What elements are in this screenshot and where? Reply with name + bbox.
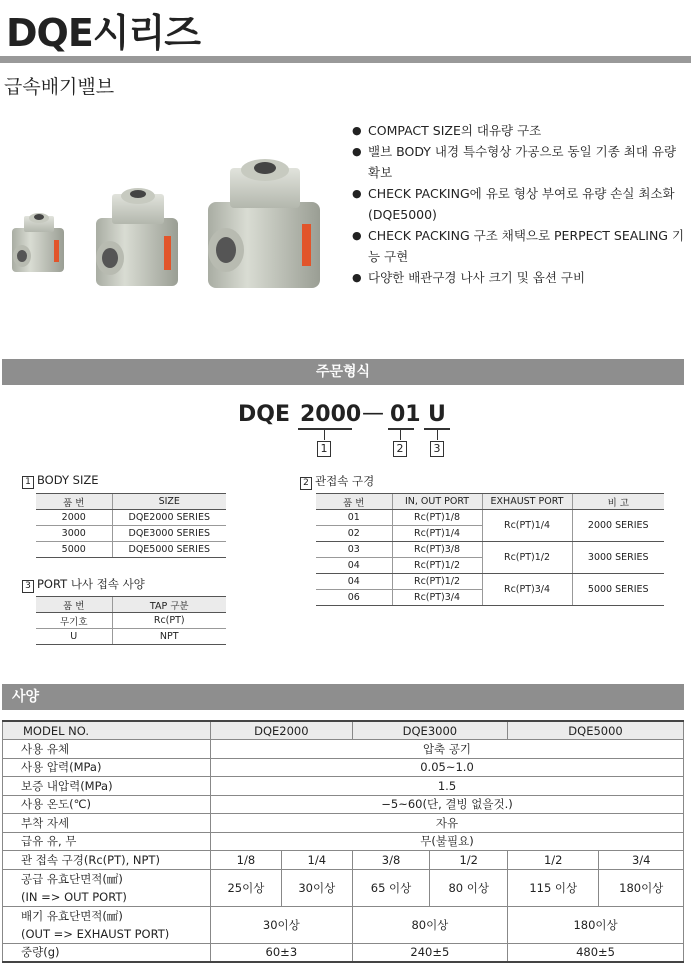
table-cell: 04 [316,574,392,590]
port-thread-heading-text: PORT 나사 접속 사양 [37,577,145,591]
table-header: IN, OUT PORT [392,494,482,510]
table-row [316,542,664,558]
title-divider [0,56,691,63]
spec-label-line: 공급 유효단면적(㎟) [21,871,123,886]
table-cell: 30이상 [281,869,352,906]
port-thread-table [36,596,226,645]
port-thread-heading [22,576,145,593]
table-cell: 25이상 [211,869,282,906]
page-title: DQE시리즈 [6,11,200,55]
table-cell: DQE2000 [211,721,353,740]
spec-label: MODEL NO. [3,721,211,740]
table-row [3,869,684,906]
spec-label: 관 접속 구경(Rc(PT), NPT) [3,851,211,870]
table-cell: Rc(PT)1/4 [482,510,572,542]
body-size-num: 1 [22,476,34,489]
valve-small [12,213,64,272]
code-underline-1 [298,428,352,430]
feature-item: ● CHECK PACKING 구조 채택으로 PERPECT SEALING 기능 구현 [352,225,687,267]
spec-label: 사용 유체 [3,740,211,759]
table-cell: Rc(PT)3/4 [392,590,482,606]
body-size-table [36,493,226,558]
table-cell: 2000 SERIES [572,510,664,542]
pipe-size-num: 2 [300,477,312,490]
table-cell: Rc(PT)1/8 [392,510,482,526]
code-dash: — [362,401,384,426]
code-box-1: 1 [317,441,331,457]
table-cell: 60±3 [211,943,353,962]
table-row [3,851,684,870]
table-cell: 3/4 [599,851,684,870]
spec-label: 급유 유, 무 [3,832,211,851]
table-row [316,574,664,590]
table-cell: DQE5000 SERIES [112,542,226,558]
table-cell: 0.05~1.0 [211,758,684,777]
feature-list [352,120,687,288]
table-cell: 80 이상 [430,869,508,906]
table-cell: 06 [316,590,392,606]
table-cell: 3/8 [352,851,430,870]
body-size-heading-text: BODY SIZE [37,473,99,487]
spec-label [3,869,211,906]
order-section-header: 주문형식 [2,359,684,385]
pipe-size-table [316,493,664,606]
table-cell: 65 이상 [352,869,430,906]
table-cell: 1/4 [281,851,352,870]
table-cell: Rc(PT)1/2 [392,574,482,590]
table-cell: DQE2000 SERIES [112,510,226,526]
table-cell: 무기호 [36,613,112,629]
code-part-size: 2000 [300,402,362,427]
port-thread-num: 3 [22,580,34,593]
table-cell: DQE3000 SERIES [112,526,226,542]
table-cell: NPT [112,629,226,645]
code-tick-3 [437,428,438,440]
code-underline-2 [388,428,414,430]
pipe-size-heading-text: 관접속 구경 [315,474,375,488]
spec-label-line: 배기 유효단면적(㎟) [21,908,123,923]
table-header: 비 고 [572,494,664,510]
table-cell: Rc(PT)1/2 [392,558,482,574]
table-cell: −5~60(단, 결빙 없을것.) [211,795,684,814]
feature-item: ● CHECK PACKING에 유로 형상 부여로 유량 손실 최소화 (DQE5000) [352,183,687,225]
table-row [3,814,684,833]
table-cell: DQE5000 [508,721,684,740]
spec-label: 보증 내압력(MPa) [3,777,211,796]
table-cell: 1.5 [211,777,684,796]
table-cell: 01 [316,510,392,526]
table-row [3,721,684,740]
table-cell: 무(불필요) [211,832,684,851]
spec-label: 사용 압력(MPa) [3,758,211,777]
table-header: 품 번 [36,494,112,510]
table-cell: 1/2 [430,851,508,870]
table-row [36,542,226,558]
table-cell: U [36,629,112,645]
table-cell: 3000 SERIES [572,542,664,574]
table-cell: 1/2 [508,851,599,870]
spec-label-line: (OUT => EXHAUST PORT) [21,926,170,941]
body-size-heading [22,473,98,489]
table-cell: 02 [316,526,392,542]
table-header: 품 번 [316,494,392,510]
spec-label-line: (IN => OUT PORT) [21,889,127,904]
table-header: 품 번 [36,597,112,613]
spec-label [3,906,211,943]
feature-item: ● COMPACT SIZE의 대유량 구조 [352,120,687,141]
table-cell: 03 [316,542,392,558]
valve-large [208,159,320,288]
table-cell: 30이상 [211,906,353,943]
code-tick-2 [400,428,401,440]
spec-table [2,720,684,963]
table-header: SIZE [112,494,226,510]
spec-section-header: 사양 [2,684,684,710]
table-row [36,526,226,542]
table-header: EXHAUST PORT [482,494,572,510]
feature-item: ● 다양한 배관구경 나사 크기 및 옵션 구비 [352,267,687,288]
table-cell: 2000 [36,510,112,526]
table-row [3,832,684,851]
pipe-size-heading [300,473,374,490]
table-cell: 04 [316,558,392,574]
code-box-3: 3 [430,441,444,457]
table-cell: 5000 [36,542,112,558]
code-tick-1 [324,428,325,440]
spec-label: 사용 온도(℃) [3,795,211,814]
table-cell: 240±5 [352,943,507,962]
product-image [0,150,340,290]
table-row [3,906,684,943]
table-cell: Rc(PT)1/2 [482,542,572,574]
valve-medium [96,188,178,286]
page-subtitle: 급속배기밸브 [4,76,115,98]
table-row [3,758,684,777]
table-cell: 3000 [36,526,112,542]
table-cell: 1/8 [211,851,282,870]
table-cell: DQE3000 [352,721,507,740]
table-row [36,629,226,645]
feature-item: ● 밸브 BODY 내경 특수형상 가공으로 동일 기종 최대 유량 확보 [352,141,687,183]
table-row [3,795,684,814]
table-row [36,510,226,526]
table-cell: Rc(PT)3/4 [482,574,572,606]
spec-label: 중량(g) [3,943,211,962]
table-cell: 5000 SERIES [572,574,664,606]
code-prefix: DQE [238,402,290,427]
table-cell: Rc(PT)3/8 [392,542,482,558]
table-row [3,740,684,759]
table-row [36,613,226,629]
spec-label: 부착 자세 [3,814,211,833]
code-box-2: 2 [393,441,407,457]
table-cell: Rc(PT)1/4 [392,526,482,542]
table-row [3,777,684,796]
table-row [316,510,664,526]
table-cell: Rc(PT) [112,613,226,629]
table-cell: 180이상 [508,906,684,943]
table-cell: 480±5 [508,943,684,962]
table-cell: 압축 공기 [211,740,684,759]
table-cell: 80이상 [352,906,507,943]
table-header: TAP 구분 [112,597,226,613]
table-row [3,943,684,962]
table-cell: 115 이상 [508,869,599,906]
table-cell: 자유 [211,814,684,833]
table-cell: 180이상 [599,869,684,906]
code-part-port: 01 [390,402,421,427]
code-part-thread: U [428,402,446,427]
